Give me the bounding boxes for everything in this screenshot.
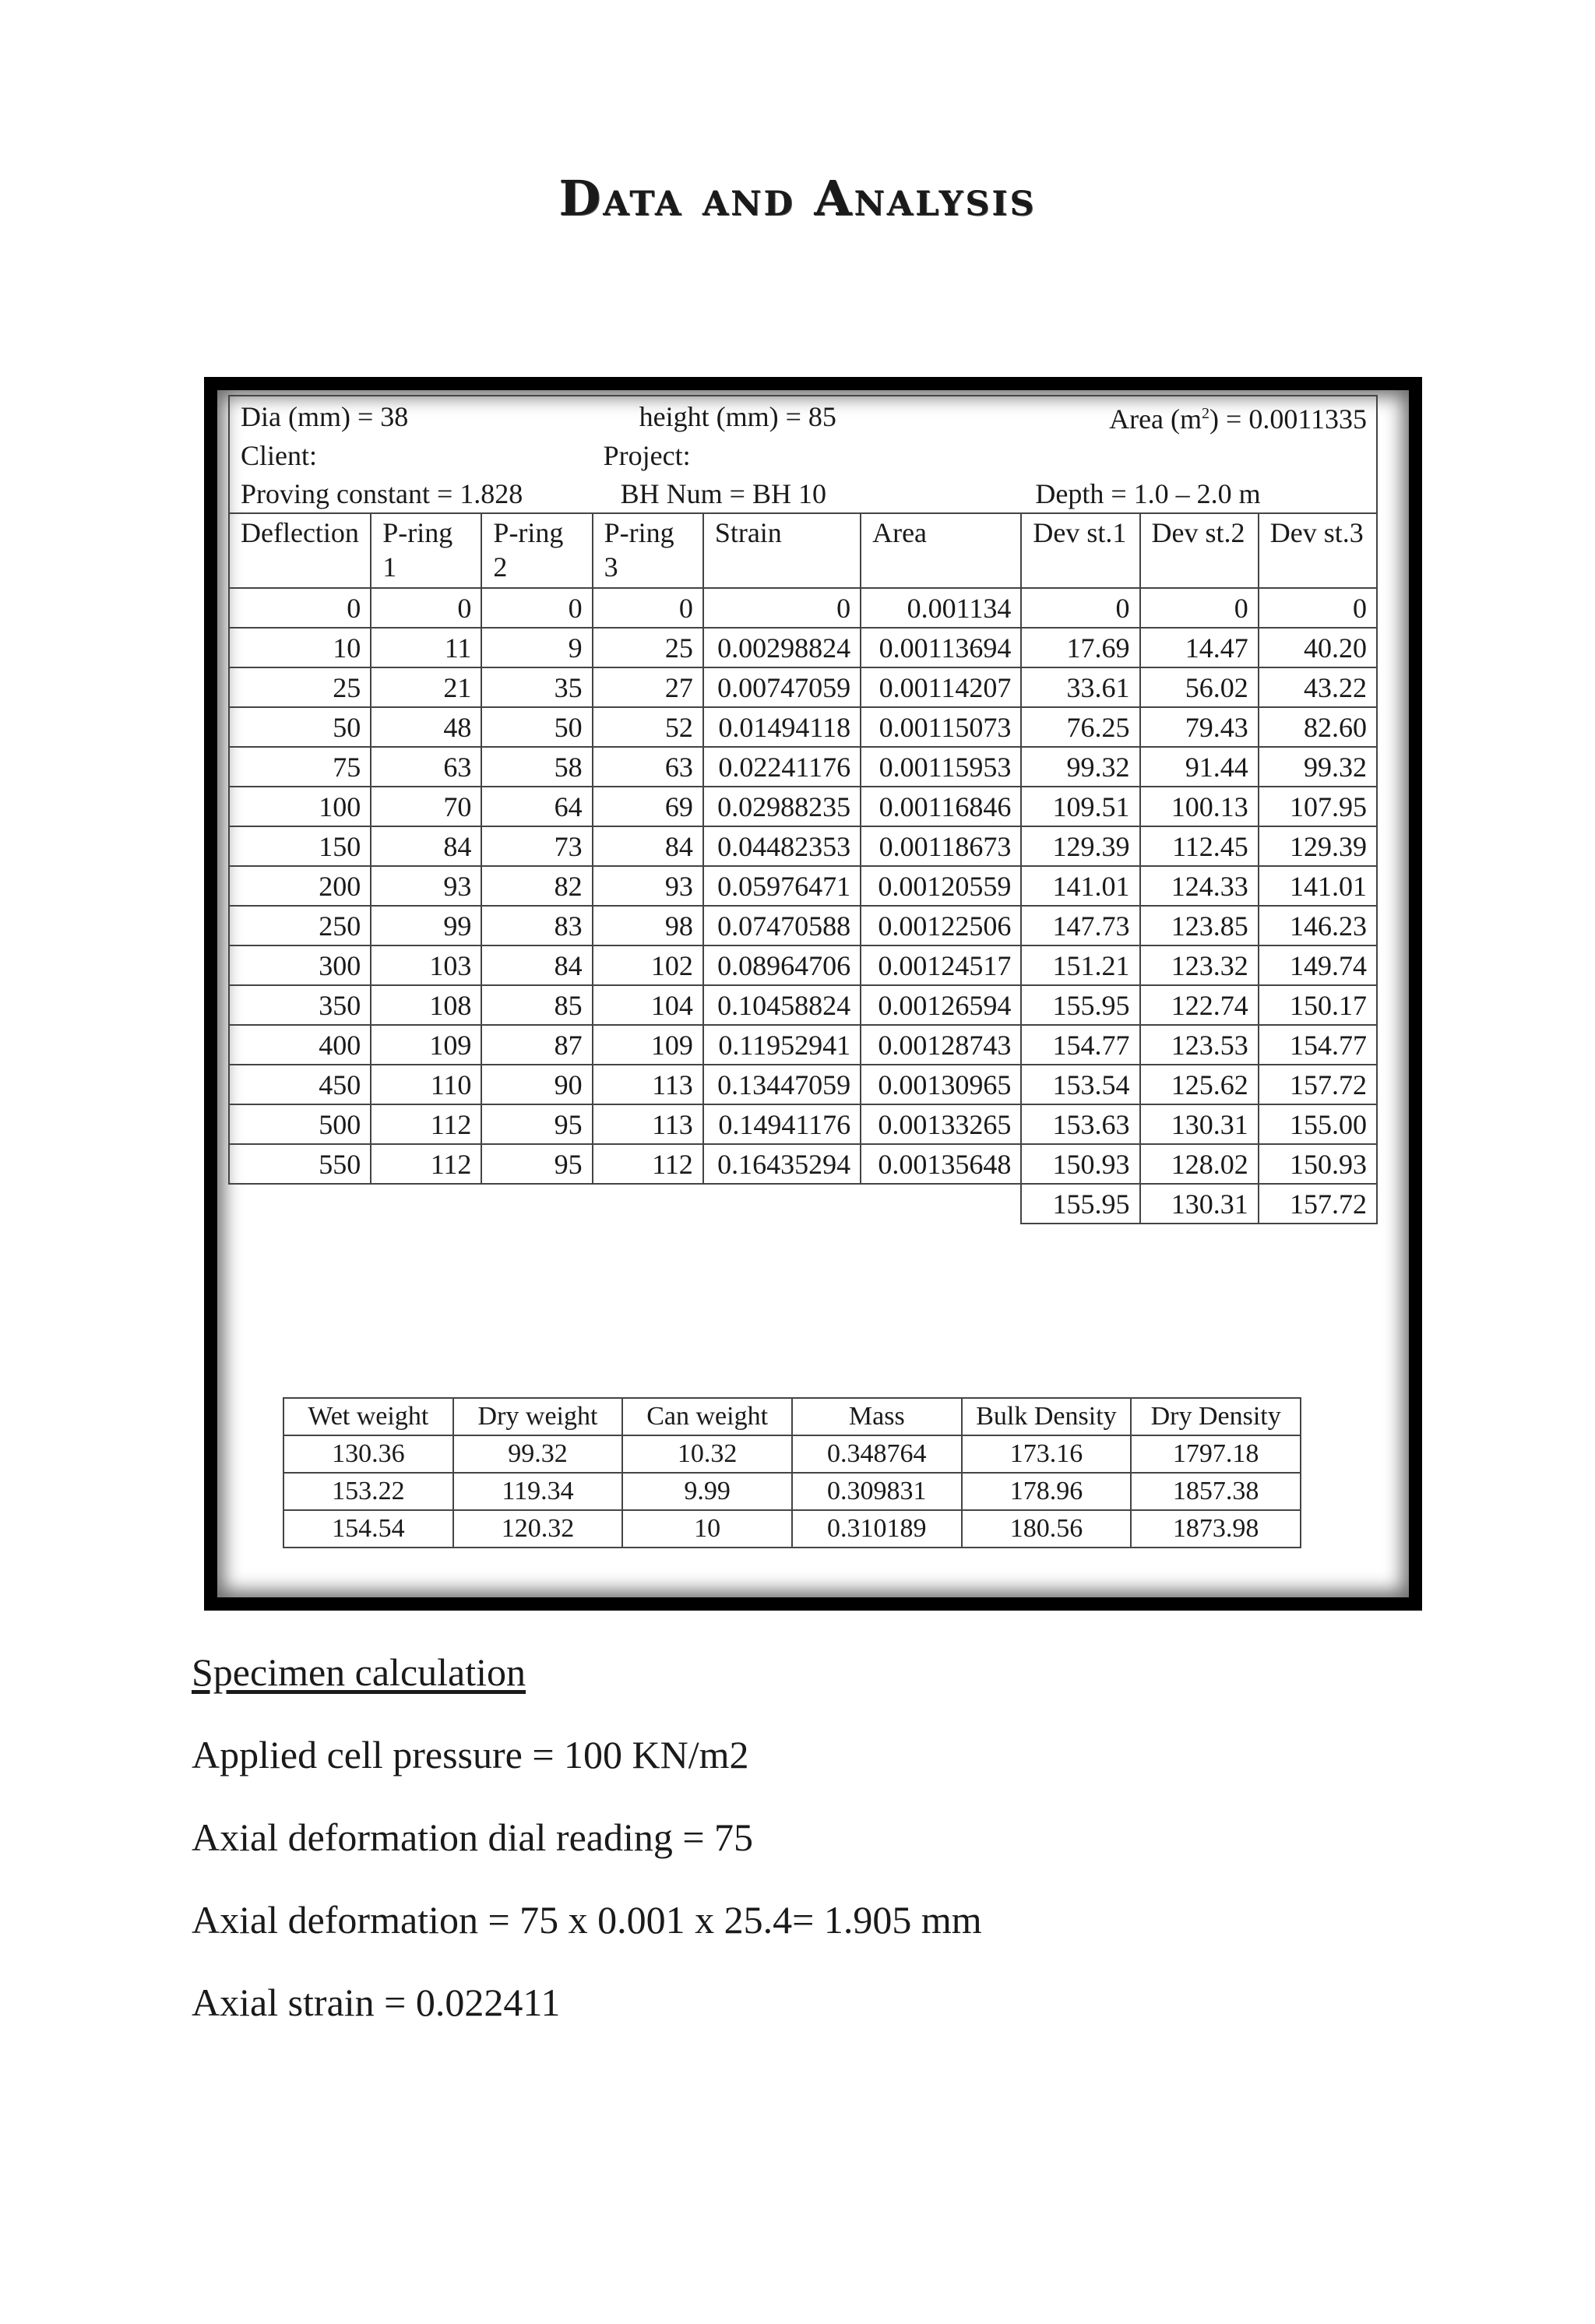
table-row <box>229 588 1377 628</box>
cell-dev-st-1: 154.77 <box>1021 1025 1139 1065</box>
col-header-deflection: Deflection <box>229 513 371 588</box>
density-header-row <box>283 1398 1301 1435</box>
cell-p-ring-2: 64 <box>481 787 592 826</box>
max-dev-st-2: 130.31 <box>1140 1184 1259 1224</box>
cell-dev-st-2: 123.32 <box>1140 945 1259 985</box>
cell-dry-weight: 119.34 <box>453 1473 623 1510</box>
cell-p-ring-3: 25 <box>593 628 703 667</box>
col-header-can-weight: Can weight <box>622 1398 792 1435</box>
meta-depth: Depth = 1.0 – 2.0 m <box>1021 474 1377 513</box>
cell-area: 0.00128743 <box>861 1025 1021 1065</box>
col-header-strain: Strain <box>703 513 861 588</box>
meta-client: Client: <box>229 436 593 474</box>
cell-dev-st-3: 40.20 <box>1259 628 1377 667</box>
cell-dev-st-2: 128.02 <box>1140 1144 1259 1184</box>
cell-dev-st-1: 0 <box>1021 588 1139 628</box>
cell-deflection: 300 <box>229 945 371 985</box>
cell-dev-st-3: 43.22 <box>1259 667 1377 707</box>
density-row <box>283 1473 1301 1510</box>
cell-p-ring-2: 84 <box>481 945 592 985</box>
cell-p-ring-1: 109 <box>371 1025 481 1065</box>
cell-dev-st-3: 107.95 <box>1259 787 1377 826</box>
col-header-area: Area <box>861 513 1021 588</box>
cell-strain: 0.13447059 <box>703 1065 861 1104</box>
table-frame <box>204 377 1422 1611</box>
cell-p-ring-1: 99 <box>371 906 481 945</box>
table-row <box>229 985 1377 1025</box>
cell-strain: 0.02988235 <box>703 787 861 826</box>
cell-p-ring-1: 11 <box>371 628 481 667</box>
cell-p-ring-1: 48 <box>371 707 481 747</box>
cell-p-ring-1: 112 <box>371 1144 481 1184</box>
table-row <box>229 866 1377 906</box>
cell-strain: 0.08964706 <box>703 945 861 985</box>
cell-strain: 0.00298824 <box>703 628 861 667</box>
cell-area: 0.00118673 <box>861 826 1021 866</box>
cell-strain: 0.00747059 <box>703 667 861 707</box>
cell-deflection: 75 <box>229 747 371 787</box>
table-row <box>229 1025 1377 1065</box>
table-row <box>229 1144 1377 1184</box>
table-frame-inner <box>215 388 1411 1600</box>
cell-dev-st-3: 82.60 <box>1259 707 1377 747</box>
cell-dev-st-3: 150.93 <box>1259 1144 1377 1184</box>
col-header-bulk-density: Bulk Density <box>962 1398 1132 1435</box>
cell-dev-st-1: 99.32 <box>1021 747 1139 787</box>
cell-area: 0.00135648 <box>861 1144 1021 1184</box>
cell-deflection: 150 <box>229 826 371 866</box>
table-row <box>229 1104 1377 1144</box>
cell-area: 0.00122506 <box>861 906 1021 945</box>
cell-p-ring-1: 110 <box>371 1065 481 1104</box>
table-row <box>229 667 1377 707</box>
cell-area: 0.00114207 <box>861 667 1021 707</box>
cell-deflection: 450 <box>229 1065 371 1104</box>
table-row <box>229 707 1377 747</box>
cell-mass: 0.309831 <box>792 1473 962 1510</box>
cell-area: 0.001134 <box>861 588 1021 628</box>
meta-area: Area $(m^2) = 0.0011335$ <box>1021 396 1377 436</box>
cell-p-ring-1: 112 <box>371 1104 481 1144</box>
cell-p-ring-2: 73 <box>481 826 592 866</box>
cell-area: 0.00116846 <box>861 787 1021 826</box>
col-header-dry-weight: Dry weight <box>453 1398 623 1435</box>
cell-dev-st-2: 100.13 <box>1140 787 1259 826</box>
density-table <box>283 1397 1301 1548</box>
cell-p-ring-1: 108 <box>371 985 481 1025</box>
cell-dev-st-3: 141.01 <box>1259 866 1377 906</box>
cell-dev-st-3: 155.00 <box>1259 1104 1377 1144</box>
cell-mass: 0.348764 <box>792 1435 962 1473</box>
cell-deflection: 350 <box>229 985 371 1025</box>
cell-dev-st-2: 79.43 <box>1140 707 1259 747</box>
cell-p-ring-1: 21 <box>371 667 481 707</box>
cell-bulk-density: 180.56 <box>962 1510 1132 1548</box>
cell-dev-st-3: 157.72 <box>1259 1065 1377 1104</box>
cell-dev-st-3: 154.77 <box>1259 1025 1377 1065</box>
cell-p-ring-2: 87 <box>481 1025 592 1065</box>
cell-dev-st-2: 124.33 <box>1140 866 1259 906</box>
page-title: Data and Analysis <box>558 170 1037 227</box>
cell-p-ring-1: 93 <box>371 866 481 906</box>
cell-dev-st-3: 99.32 <box>1259 747 1377 787</box>
cell-p-ring-2: 90 <box>481 1065 592 1104</box>
cell-dev-st-1: 155.95 <box>1021 985 1139 1025</box>
cell-dev-st-1: 33.61 <box>1021 667 1139 707</box>
cell-dry-weight: 120.32 <box>453 1510 623 1548</box>
cell-p-ring-2: 95 <box>481 1104 592 1144</box>
cell-can-weight: 10 <box>622 1510 792 1548</box>
cell-dev-st-2: 0 <box>1140 588 1259 628</box>
meta-row-2 <box>229 436 1377 474</box>
cell-p-ring-3: 113 <box>593 1065 703 1104</box>
cell-strain: 0.16435294 <box>703 1144 861 1184</box>
cell-p-ring-3: 93 <box>593 866 703 906</box>
meta-project: Project: <box>603 439 691 471</box>
specimen-line-3: Axial deformation = 75 x 0.001 x 25.4= 1.905 mm <box>192 1898 982 1942</box>
cell-p-ring-3: 63 <box>593 747 703 787</box>
cell-area: 0.00133265 <box>861 1104 1021 1144</box>
cell-p-ring-3: 0 <box>593 588 703 628</box>
cell-dev-st-2: 14.47 <box>1140 628 1259 667</box>
cell-p-ring-2: 82 <box>481 866 592 906</box>
cell-dev-st-2: 125.62 <box>1140 1065 1259 1104</box>
cell-dry-density: 1857.38 <box>1131 1473 1301 1510</box>
cell-p-ring-3: 109 <box>593 1025 703 1065</box>
cell-dry-density: 1873.98 <box>1131 1510 1301 1548</box>
cell-dry-density: 1797.18 <box>1131 1435 1301 1473</box>
meta-blank <box>1021 436 1377 474</box>
meta-row-1 <box>229 396 1377 436</box>
cell-dry-weight: 99.32 <box>453 1435 623 1473</box>
cell-can-weight: 10.32 <box>622 1435 792 1473</box>
cell-strain: 0.07470588 <box>703 906 861 945</box>
table-row <box>229 747 1377 787</box>
cell-p-ring-3: 52 <box>593 707 703 747</box>
cell-p-ring-3: 102 <box>593 945 703 985</box>
cell-dev-st-3: 146.23 <box>1259 906 1377 945</box>
cell-strain: 0.11952941 <box>703 1025 861 1065</box>
cell-strain: 0.04482353 <box>703 826 861 866</box>
cell-p-ring-1: 70 <box>371 787 481 826</box>
col-header-wet-weight: Wet weight <box>283 1398 453 1435</box>
cell-strain: 0 <box>703 588 861 628</box>
cell-dev-st-1: 153.54 <box>1021 1065 1139 1104</box>
cell-deflection: 10 <box>229 628 371 667</box>
cell-dev-st-2: 123.53 <box>1140 1025 1259 1065</box>
cell-deflection: 0 <box>229 588 371 628</box>
cell-wet-weight: 130.36 <box>283 1435 453 1473</box>
cell-area: 0.00113694 <box>861 628 1021 667</box>
cell-dev-st-2: 123.85 <box>1140 906 1259 945</box>
cell-p-ring-1: 0 <box>371 588 481 628</box>
cell-dev-st-2: 56.02 <box>1140 667 1259 707</box>
col-header-p-ring-2: P-ring 2 <box>481 513 592 588</box>
table-row <box>229 1065 1377 1104</box>
cell-strain: 0.14941176 <box>703 1104 861 1144</box>
cell-p-ring-3: 113 <box>593 1104 703 1144</box>
col-header-dev-st-2: Dev st.2 <box>1140 513 1259 588</box>
cell-p-ring-2: 0 <box>481 588 592 628</box>
cell-p-ring-3: 69 <box>593 787 703 826</box>
cell-strain: 0.02241176 <box>703 747 861 787</box>
meta-height: height (mm) = 85 <box>593 396 1022 436</box>
cell-p-ring-3: 84 <box>593 826 703 866</box>
cell-p-ring-2: 35 <box>481 667 592 707</box>
cell-wet-weight: 154.54 <box>283 1510 453 1548</box>
cell-dev-st-1: 129.39 <box>1021 826 1139 866</box>
max-row <box>229 1184 1377 1224</box>
specimen-line-1: Applied cell pressure = 100 KN/m2 <box>192 1733 749 1776</box>
cell-strain: 0.01494118 <box>703 707 861 747</box>
meta-bh-num: BH Num = BH 10 <box>620 477 826 509</box>
cell-deflection: 400 <box>229 1025 371 1065</box>
cell-deflection: 550 <box>229 1144 371 1184</box>
cell-dev-st-1: 151.21 <box>1021 945 1139 985</box>
cell-dev-st-2: 122.74 <box>1140 985 1259 1025</box>
cell-p-ring-1: 84 <box>371 826 481 866</box>
table-row <box>229 787 1377 826</box>
cell-p-ring-3: 27 <box>593 667 703 707</box>
table-row <box>229 628 1377 667</box>
cell-dev-st-2: 130.31 <box>1140 1104 1259 1144</box>
cell-dev-st-3: 0 <box>1259 588 1377 628</box>
specimen-line-4: Axial strain = 0.022411 <box>192 1981 561 2024</box>
col-header-p-ring-3: P-ring 3 <box>593 513 703 588</box>
cell-dev-st-1: 76.25 <box>1021 707 1139 747</box>
meta-row-3 <box>229 474 1377 513</box>
max-dev-st-3: 157.72 <box>1259 1184 1377 1224</box>
cell-area: 0.00126594 <box>861 985 1021 1025</box>
cell-p-ring-3: 112 <box>593 1144 703 1184</box>
cell-dev-st-3: 150.17 <box>1259 985 1377 1025</box>
cell-strain: 0.10458824 <box>703 985 861 1025</box>
cell-mass: 0.310189 <box>792 1510 962 1548</box>
cell-area: 0.00120559 <box>861 866 1021 906</box>
meta-dia: Dia (mm) = 38 <box>229 396 593 436</box>
cell-p-ring-2: 85 <box>481 985 592 1025</box>
triaxial-data-table <box>228 395 1378 1224</box>
cell-dev-st-1: 141.01 <box>1021 866 1139 906</box>
header-row <box>229 513 1377 588</box>
cell-dev-st-1: 147.73 <box>1021 906 1139 945</box>
cell-dev-st-2: 91.44 <box>1140 747 1259 787</box>
cell-dev-st-3: 149.74 <box>1259 945 1377 985</box>
cell-wet-weight: 153.22 <box>283 1473 453 1510</box>
cell-area: 0.00115073 <box>861 707 1021 747</box>
table-row <box>229 826 1377 866</box>
specimen-line-2: Axial deformation dial reading = 75 <box>192 1815 754 1859</box>
cell-deflection: 250 <box>229 906 371 945</box>
col-header-dev-st-1: Dev st.1 <box>1021 513 1139 588</box>
density-row <box>283 1510 1301 1548</box>
cell-bulk-density: 173.16 <box>962 1435 1132 1473</box>
cell-p-ring-2: 83 <box>481 906 592 945</box>
col-header-dry-density: Dry Density <box>1131 1398 1301 1435</box>
cell-p-ring-2: 50 <box>481 707 592 747</box>
cell-bulk-density: 178.96 <box>962 1473 1132 1510</box>
col-header-dev-st-3: Dev st.3 <box>1259 513 1377 588</box>
cell-deflection: 100 <box>229 787 371 826</box>
meta-proving-constant: Proving constant = 1.828 <box>229 474 593 513</box>
col-header-p-ring-1: P-ring 1 <box>371 513 481 588</box>
cell-p-ring-3: 104 <box>593 985 703 1025</box>
col-header-mass: Mass <box>792 1398 962 1435</box>
cell-p-ring-2: 9 <box>481 628 592 667</box>
specimen-heading: Specimen calculation <box>192 1650 526 1694</box>
table-row <box>229 945 1377 985</box>
table-row <box>229 906 1377 945</box>
cell-dev-st-2: 112.45 <box>1140 826 1259 866</box>
cell-can-weight: 9.99 <box>622 1473 792 1510</box>
cell-dev-st-1: 150.93 <box>1021 1144 1139 1184</box>
cell-deflection: 200 <box>229 866 371 906</box>
cell-dev-st-1: 17.69 <box>1021 628 1139 667</box>
cell-p-ring-3: 98 <box>593 906 703 945</box>
cell-p-ring-2: 58 <box>481 747 592 787</box>
cell-strain: 0.05976471 <box>703 866 861 906</box>
cell-deflection: 50 <box>229 707 371 747</box>
cell-area: 0.00124517 <box>861 945 1021 985</box>
cell-p-ring-1: 103 <box>371 945 481 985</box>
cell-p-ring-2: 95 <box>481 1144 592 1184</box>
cell-p-ring-1: 63 <box>371 747 481 787</box>
cell-deflection: 25 <box>229 667 371 707</box>
cell-area: 0.00130965 <box>861 1065 1021 1104</box>
cell-dev-st-1: 153.63 <box>1021 1104 1139 1144</box>
cell-dev-st-1: 109.51 <box>1021 787 1139 826</box>
density-row <box>283 1435 1301 1473</box>
cell-area: 0.00115953 <box>861 747 1021 787</box>
cell-deflection: 500 <box>229 1104 371 1144</box>
cell-dev-st-3: 129.39 <box>1259 826 1377 866</box>
max-dev-st-1: 155.95 <box>1021 1184 1139 1224</box>
